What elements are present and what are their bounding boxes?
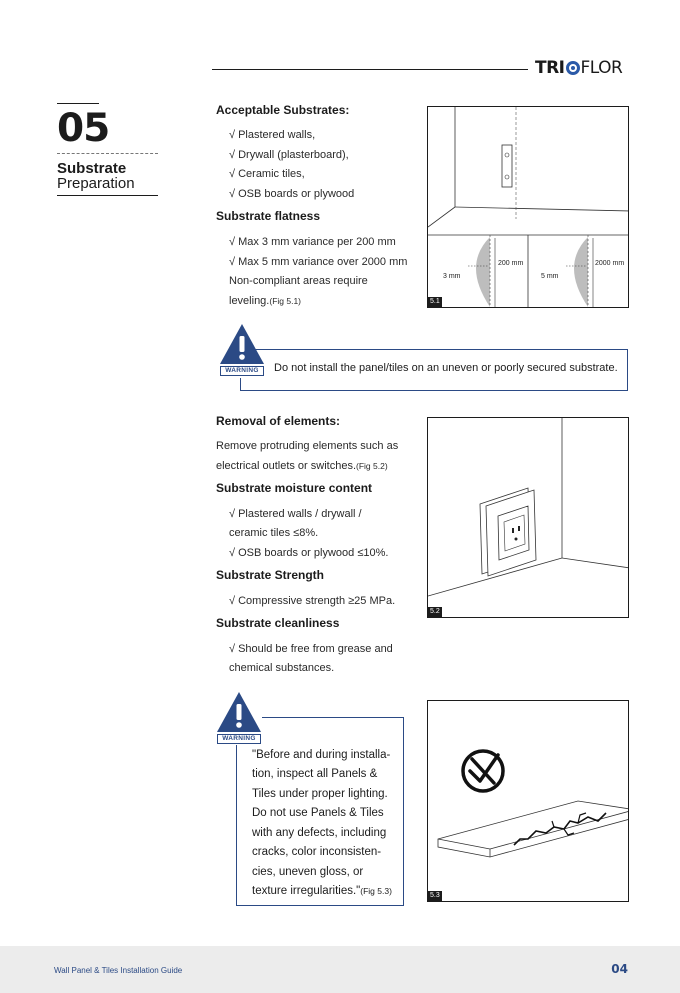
list-item: √ Compressive strength ≥25 MPa. xyxy=(229,595,396,607)
flatness-note-text: leveling. xyxy=(229,295,270,307)
removal-heading: Removal of elements: xyxy=(216,414,341,428)
warning-box-2-edge xyxy=(236,745,237,906)
section-number: 05 xyxy=(57,106,110,151)
warning-label: WARNING xyxy=(217,734,261,744)
strength-heading: Substrate Strength xyxy=(216,568,325,582)
list-item: √ Drywall (plasterboard), xyxy=(229,149,349,161)
warning-text-2-line: texture irregularities." xyxy=(252,885,361,897)
figure-5-3 xyxy=(427,700,629,902)
fig-ref: (Fig 5.3) xyxy=(360,886,392,896)
page-footer xyxy=(0,946,680,993)
section-bottom-rule xyxy=(57,195,158,196)
warning-text-2-line: cracks, color inconsisten- xyxy=(252,846,382,858)
removal-line2 xyxy=(216,460,388,472)
warning-text-1: Do not install the panel/tiles on an uneven or poorly secured substrate. xyxy=(274,362,618,374)
flatness-note-line2 xyxy=(229,295,301,307)
page-number: 04 xyxy=(611,962,628,976)
list-item: ceramic tiles ≤8%. xyxy=(229,527,319,539)
warning-text-2-line: Tiles under proper lighting. xyxy=(252,788,388,800)
cleanliness-heading: Substrate cleanliness xyxy=(216,616,340,630)
flatness-heading: Substrate flatness xyxy=(216,209,321,223)
figure-5-3-drawing xyxy=(428,701,629,902)
dim-label: 3 mm xyxy=(443,273,461,280)
list-item: √ OSB boards or plywood xyxy=(229,188,355,200)
removal-line1: Remove protruding elements such as xyxy=(216,440,399,452)
moisture-heading: Substrate moisture content xyxy=(216,481,373,495)
section-top-rule xyxy=(57,103,99,104)
prohibited-icon xyxy=(463,751,503,791)
warning-text-2-line: Do not use Panels & Tiles xyxy=(252,807,384,819)
warning-icon xyxy=(218,322,266,376)
figure-label: 5.2 xyxy=(430,608,440,615)
list-item: chemical substances. xyxy=(229,662,335,674)
fig-ref: (Fig 5.2) xyxy=(356,461,388,471)
acceptable-heading: Acceptable Substrates: xyxy=(216,103,350,117)
section-title-regular: Preparation xyxy=(57,175,135,192)
list-item: √ Should be free from grease and xyxy=(229,643,393,655)
header-rule xyxy=(212,69,528,70)
warning-text-2-line: tion, inspect all Panels & xyxy=(252,768,378,780)
logo-text-tri: TRI xyxy=(535,58,565,78)
figure-5-1-drawing xyxy=(428,107,629,308)
dim-label: 5 mm xyxy=(541,273,559,280)
fig-ref: (Fig 5.1) xyxy=(269,296,302,306)
brand-logo xyxy=(535,58,622,78)
list-item: √ OSB boards or plywood ≤10%. xyxy=(229,547,389,559)
figure-label: 5.1 xyxy=(430,298,440,305)
warning-text-2-last xyxy=(252,885,392,897)
list-item: √ Plastered walls / drywall / xyxy=(229,508,362,520)
dim-label: 2000 mm xyxy=(595,260,625,267)
warning-text-2-line: with any defects, including xyxy=(252,827,387,839)
list-item: √ Max 5 mm variance over 2000 mm xyxy=(229,256,408,268)
section-title-bold: Substrate xyxy=(57,160,127,177)
warning-box-1-edge xyxy=(240,378,241,391)
removal-text: electrical outlets or switches. xyxy=(216,460,356,472)
figure-5-2 xyxy=(427,417,629,618)
list-item: √ Max 3 mm variance per 200 mm xyxy=(229,236,396,248)
dim-label: 200 mm xyxy=(498,260,524,267)
warning-text-2-line: "Before and during installa- xyxy=(252,749,391,761)
section-dashed-rule xyxy=(57,153,158,154)
figure-5-1 xyxy=(427,106,629,308)
flatness-note-line1: Non-compliant areas require xyxy=(229,275,368,287)
logo-text-flor: FLOR xyxy=(580,58,623,78)
figure-5-2-drawing xyxy=(428,418,629,618)
warning-box-2-top xyxy=(262,717,404,718)
warning-label: WARNING xyxy=(220,366,264,376)
list-item: √ Ceramic tiles, xyxy=(229,168,305,180)
footer-title: Wall Panel & Tiles Installation Guide xyxy=(54,966,183,975)
warning-text-2-line: cies, uneven gloss, or xyxy=(252,866,364,878)
figure-label: 5.3 xyxy=(430,892,440,899)
list-item: √ Plastered walls, xyxy=(229,129,316,141)
warning-icon xyxy=(215,690,263,744)
logo-o-icon xyxy=(566,61,580,75)
